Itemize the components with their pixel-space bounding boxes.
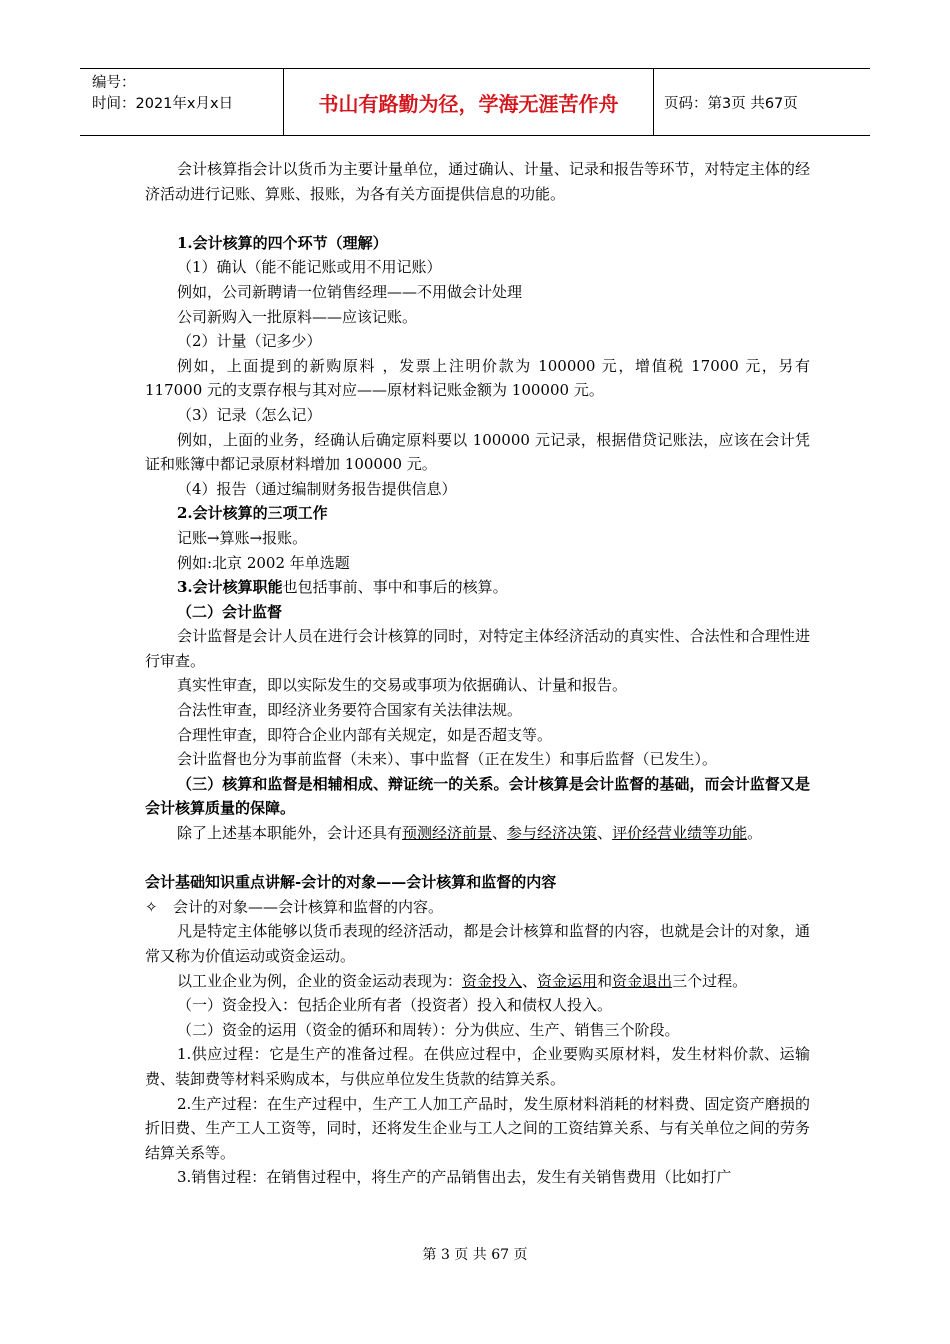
function-rest: 也包括事前、事中和事后的核算。 bbox=[282, 578, 508, 597]
text-run: 三个过程。 bbox=[672, 971, 748, 990]
supervision-line: 会计监督也分为事前监督（未来）、事中监督（正在发生）和事后监督（已发生）。 bbox=[177, 750, 718, 769]
supervision-line: 合法性审查，即经济业务要符合国家有关法律法规。 bbox=[177, 701, 523, 720]
underlined-term: 资金投入 bbox=[462, 971, 523, 990]
supervision-line: 真实性审查，即以实际发生的交易或事项为依据确认、计量和报告。 bbox=[177, 676, 628, 695]
capital-input-line: （一）资金投入：包括企业所有者（投资者）投入和债权人投入。 bbox=[177, 996, 613, 1015]
supervision-paragraph: 会计监督是会计人员在进行会计核算的同时，对特定主体经济活动的真实性、合法性和合理性进行审查。 bbox=[145, 627, 810, 670]
text-run: 和 bbox=[597, 971, 613, 990]
supervision-line: 合理性审查，即符合企业内部有关规定，如是否超支等。 bbox=[177, 725, 553, 744]
text-run: 除了上述基本职能外，会计还具有 bbox=[177, 824, 403, 843]
header-page-info: 页码：第3页 共67页 bbox=[664, 95, 798, 112]
step-confirm: （1）确认（能不能记账或用不用记账） bbox=[177, 258, 442, 277]
function-line bbox=[145, 575, 810, 600]
production-paragraph: 2.生产过程：在生产过程中，生产工人加工产品时，发生原材料消耗的材料费、固定资产磨损的折旧费、生产工人工资等，同时，还将发生企业与工人之间的工资结算关系、与有关单位之间的劳务结算关系等。 bbox=[145, 1094, 810, 1162]
header-motto: 书山有路勤为径，学海无涯苦作舟 bbox=[284, 69, 654, 135]
page-footer: 第 3 页 共 67 页 bbox=[422, 1247, 528, 1263]
text-run: 、 bbox=[597, 824, 613, 843]
supply-paragraph: 1.供应过程：它是生产的准备过程。在供应过程中，企业要购买原材料，发生材料价款、运输费、装卸费等材料采购成本，与供应单位发生货款的结算关系。 bbox=[145, 1045, 810, 1088]
text-run: 以工业企业为例，企业的资金运动表现为： bbox=[177, 971, 463, 990]
section-title-four-steps: 1.会计核算的四个环节（理解） bbox=[177, 233, 388, 252]
tasks-line: 记账→算账→报账。 bbox=[177, 528, 308, 547]
spacer bbox=[145, 846, 810, 871]
relation-paragraph: （三）核算和监督是相辅相成、辩证统一的关系。会计核算是会计监督的基础，而会计监督又是会计核算质量的保障。 bbox=[145, 774, 810, 818]
bullet-line bbox=[145, 895, 810, 920]
capital-movement-line bbox=[145, 969, 810, 994]
underlined-term: 参与经济决策 bbox=[507, 824, 598, 843]
object-paragraph: 凡是特定主体能够以货币表现的经济活动，都是会计核算和监督的内容，也就是会计的对象，通常又称为价值运动或资金运动。 bbox=[145, 922, 810, 965]
diamond-bullet-icon: ✧ bbox=[145, 897, 158, 916]
example-line: 例如，公司新聘请一位销售经理——不用做会计处理 bbox=[177, 282, 523, 301]
example-paragraph: 例如，上面的业务，经确认后确定原料要以 100000 元记录，根据借贷记账法，应该在会计凭证和账簿中都记录原材料增加 100000 元。 bbox=[145, 430, 810, 474]
text-run: 。 bbox=[747, 824, 763, 843]
date-label: 时间：2021年x月x日 bbox=[92, 96, 234, 112]
capital-use-line: （二）资金的运用（资金的循环和周转）：分为供应、生产、销售三个阶段。 bbox=[177, 1020, 680, 1039]
text-run: 、 bbox=[522, 971, 538, 990]
example-line: 例如:北京 2002 年单选题 bbox=[177, 553, 350, 572]
section-title-supervision: （二）会计监督 bbox=[177, 602, 283, 621]
underlined-term: 预测经济前景 bbox=[402, 824, 493, 843]
bullet-text: 会计的对象——会计核算和监督的内容。 bbox=[173, 897, 444, 916]
step-report: （4）报告（通过编制财务报告提供信息） bbox=[177, 479, 457, 498]
example-line: 公司新购入一批原料——应该记账。 bbox=[177, 307, 418, 326]
sales-paragraph: 3.销售过程：在销售过程中，将生产的产品销售出去，发生有关销售费用（比如打广 bbox=[177, 1168, 732, 1187]
underlined-term: 资金运用 bbox=[537, 971, 598, 990]
section-title-accounting-object: 会计基础知识重点讲解-会计的对象——会计核算和监督的内容 bbox=[145, 873, 557, 892]
other-functions-paragraph bbox=[145, 821, 810, 846]
step-measure: （2）计量（记多少） bbox=[177, 332, 322, 351]
page-header bbox=[80, 68, 870, 136]
underlined-term: 资金退出 bbox=[612, 971, 673, 990]
section-title-three-tasks: 2.会计核算的三项工作 bbox=[177, 504, 328, 523]
step-record: （3）记录（怎么记） bbox=[177, 405, 322, 424]
intro-paragraph: 会计核算指会计以货币为主要计量单位，通过确认、计量、记录和报告等环节，对特定主体的经济活动进行记账、算账、报账，为各有关方面提供信息的功能。 bbox=[145, 160, 810, 203]
function-bold: 3.会计核算职能 bbox=[177, 578, 283, 597]
text-run: 、 bbox=[492, 824, 508, 843]
underlined-term: 评价经营业绩等功能 bbox=[612, 824, 748, 843]
number-label: 编号： bbox=[92, 75, 136, 91]
header-meta bbox=[80, 69, 284, 135]
spacer bbox=[145, 206, 810, 231]
document-body bbox=[145, 157, 810, 1190]
example-paragraph: 例如，上面提到的新购原料 ，发票上注明价款为 100000 元，增值税 17000 元，另有 117000 元的支票存根与其对应——原材料记账金额为 100000 元。 bbox=[145, 356, 810, 400]
